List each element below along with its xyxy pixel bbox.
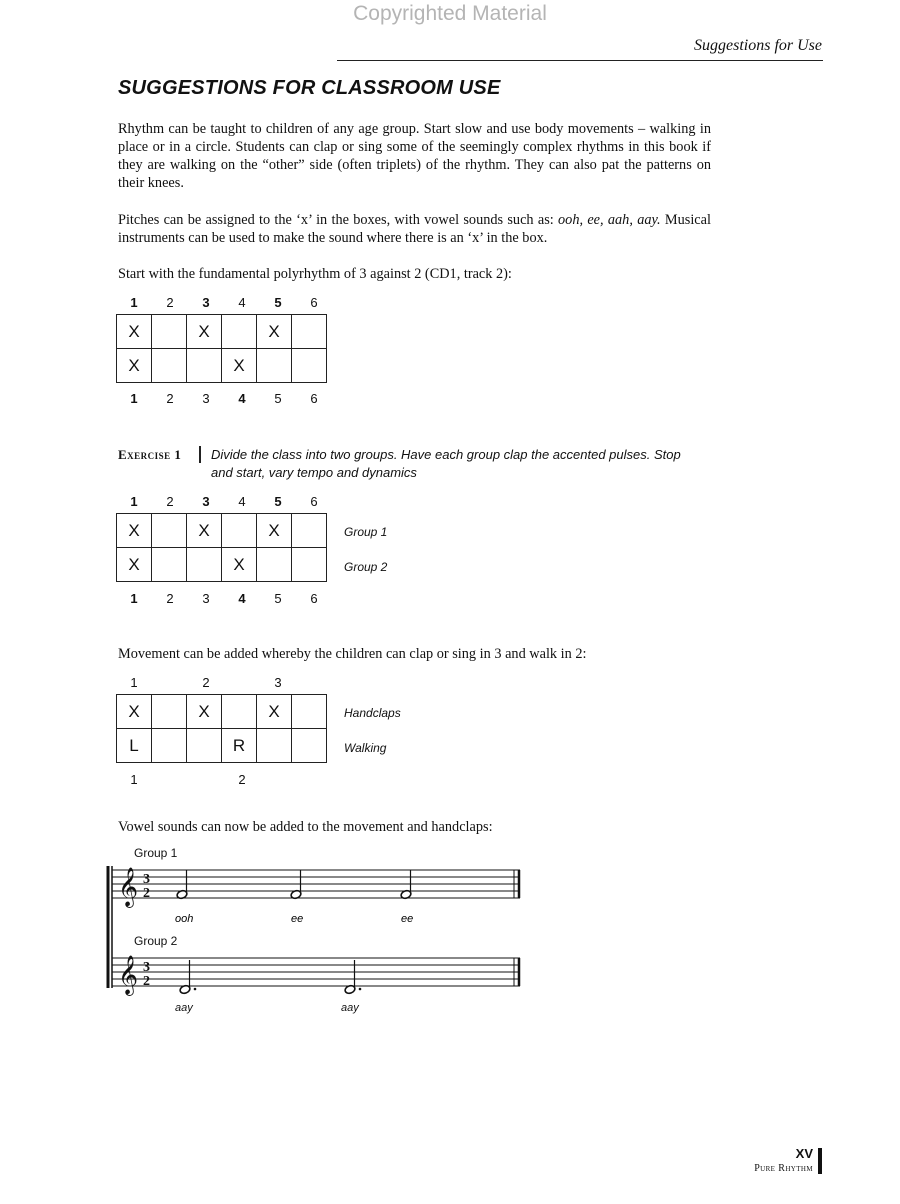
time-sig-top: 3 [143,872,150,887]
staff-group1-label: Group 1 [134,846,178,860]
footer-bar [818,1148,822,1174]
grid-row: X X X [117,695,327,729]
treble-clef-icon: 𝄞 [118,867,139,907]
lyric-aay: aay [175,1002,193,1014]
lyric-aay: aay [341,1002,359,1014]
lyric-ooh: ooh [175,913,194,925]
rhythm-grid-3 [116,694,327,763]
page-title: SUGGESTIONS FOR CLASSROOM USE [118,77,501,99]
staff-2 [112,958,520,986]
watermark-text: Copyrighted Material [353,2,547,25]
grid2-bottom-numbers: 1 2 3 4 5 6 [130,591,318,606]
exercise-label: Exercise 1 [118,447,182,462]
rhythm-grid-2 [116,513,327,582]
grid-row: X X X [117,514,327,548]
staff-1 [112,870,520,898]
header-rule [337,60,823,61]
running-header: Suggestions for Use [694,37,822,54]
rhythm-grid-1 [116,314,327,383]
grid2-row-label-group2: Group 2 [344,560,388,574]
grid-row: X X [117,548,327,582]
music-notation [100,860,530,1000]
grid2-top-numbers: 1 2 3 4 5 6 [130,494,318,509]
grid3-row-label-walking: Walking [344,741,387,755]
grid1-top-numbers: 1 2 3 4 5 6 [130,295,318,310]
page-number: XV [795,1146,813,1161]
grid1-bottom-numbers: 1 2 3 4 5 6 [130,391,318,406]
paragraph-polyrhythm: Start with the fundamental polyrhythm of 3 against 2 (CD1, track 2): [118,266,512,282]
half-note [176,870,188,900]
time-sig-bottom: 2 [143,886,150,901]
half-note [290,870,302,900]
exercise-divider [199,446,201,463]
paragraph-movement: Movement can be added whereby the children can clap or sing in 3 and walk in 2: [118,646,587,662]
book-title: Pure Rhythm [754,1163,813,1174]
grid-row: X X X [117,315,327,349]
lyric-ee: ee [291,913,304,925]
paragraph-rhythm-intro: Rhythm can be taught to children of any age group. Start slow and use body movements – walking in place or in a circle. Students can clap or sing some of the seemingly complex rhythms in this book if they are walking on the “other” side (often triplets) of the rhythm. They can also pat the patterns on their knees. [118,121,711,191]
grid3-top-numbers: 1 2 3 [130,675,282,690]
grid3-bottom-numbers: 1 2 [130,772,246,787]
half-note [400,870,412,900]
exercise-instructions: Divide the class into two groups. Have each group clap the accented pulses. Stop and start, vary tempo and dynamics [211,447,681,480]
time-sig-bottom: 2 [143,974,150,989]
lyric-ee: ee [401,913,414,925]
treble-clef-icon: 𝄞 [118,955,139,995]
paragraph-vowel-sounds: Vowel sounds can now be added to the movement and handclaps: [118,819,493,835]
time-sig-top: 3 [143,960,150,975]
paragraph-pitches: Pitches can be assigned to the ‘x’ in the boxes, with vowel sounds such as: ooh, ee, aah, aay. Musical instruments can be used to make the sound where there is an ‘x’ in the box. [118,212,711,246]
grid-row: X X [117,349,327,383]
grid-row: L R [117,729,327,763]
grid2-row-label-group1: Group 1 [344,525,388,539]
grid3-row-label-handclaps: Handclaps [344,706,401,720]
staff-group2-label: Group 2 [134,934,178,948]
